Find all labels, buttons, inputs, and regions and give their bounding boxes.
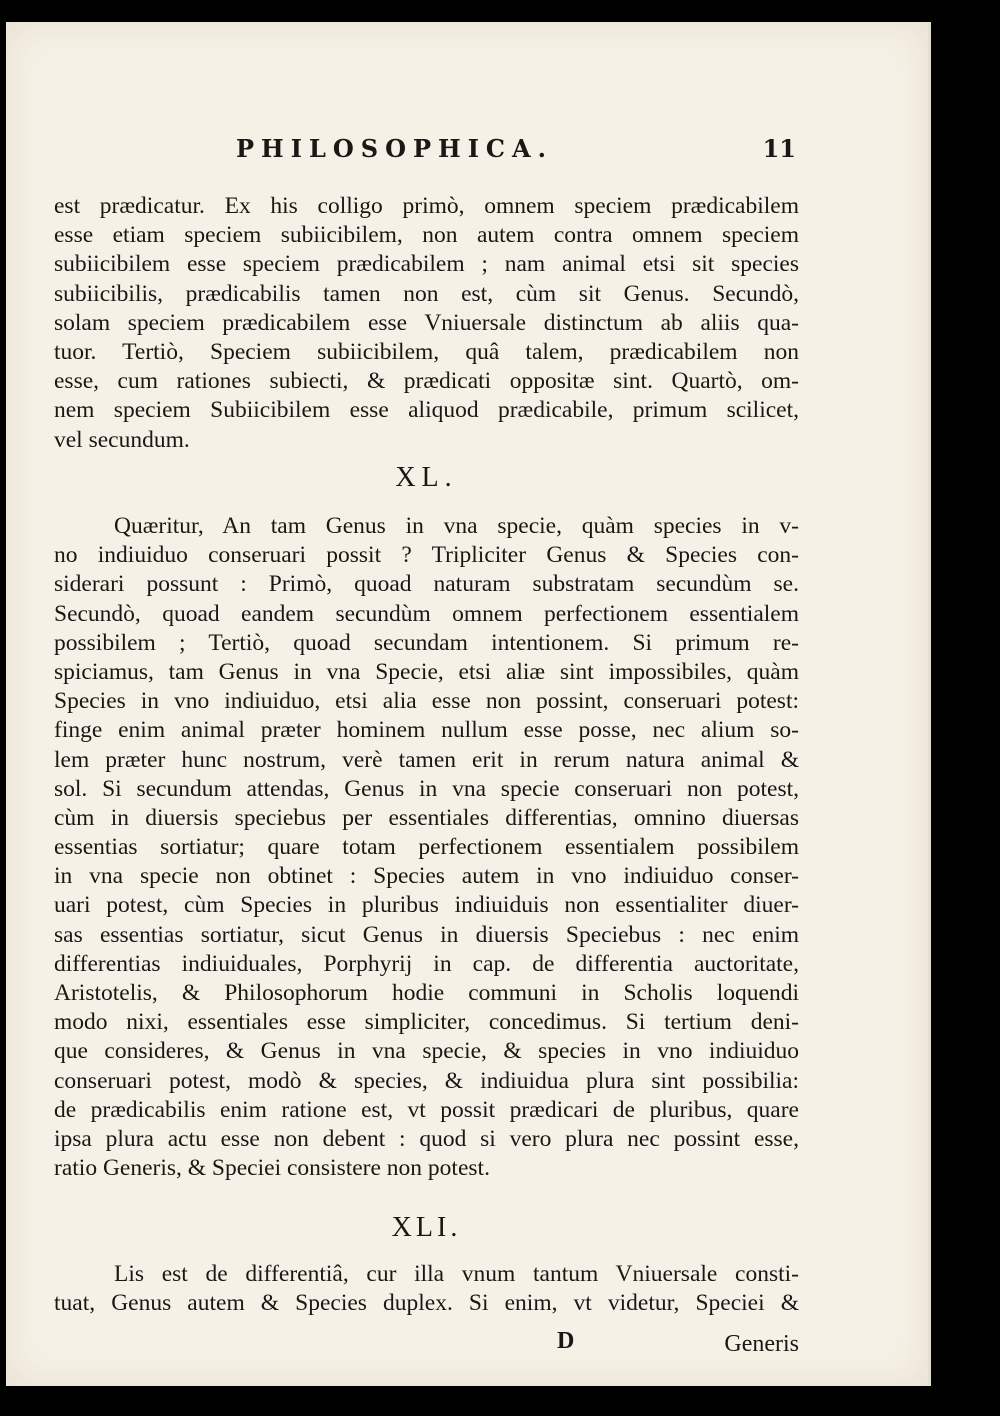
- running-title: PHILOSOPHICA.: [236, 134, 553, 163]
- paragraph-continuation: [54, 192, 799, 455]
- paragraph-xli: [54, 1260, 799, 1318]
- text-line: de prædicabilis enim ratione est, vt possit prædicari de pluribus, quare: [54, 1096, 799, 1123]
- page-header: [236, 134, 796, 174]
- text-line: spiciamus, tam Genus in vna Specie, etsi aliæ sint impossibiles, quàm: [54, 658, 799, 685]
- text-line: tuat, Genus autem & Species duplex. Si enim, vt videtur, Speciei &: [54, 1290, 799, 1317]
- text-line: cùm in diuersis speciebus per essentiales differentias, omnino diuersas: [54, 804, 799, 831]
- text-line: nem speciem Subiicibilem esse aliquod prædicabile, primum scilicet,: [54, 397, 799, 424]
- signature-mark: D: [557, 1328, 575, 1354]
- text-line: est prædicatur. Ex his colligo primò, omnem speciem prædicabilem: [54, 193, 799, 219]
- section-heading-xli: XLI.: [391, 1212, 462, 1243]
- text-line: in vna specie non obtinet : Species autem in vno indiuiduo conser-: [54, 863, 799, 890]
- text-line: esse etiam speciem subiicibilem, non autem contra omnem speciem: [54, 222, 799, 249]
- text-line: ratio Generis, & Speciei consistere non potest.: [54, 1155, 490, 1182]
- text-line: solam speciem prædicabilem esse Vniuersale distinctum ab aliis qua-: [54, 309, 799, 336]
- text-line: conseruari potest, modò & species, & indiuidua plura sint possibilia:: [54, 1067, 799, 1094]
- book-page: [6, 22, 931, 1386]
- text-line: essentias sortiatur; quare totam perfectionem essentialem possibilem: [54, 834, 799, 861]
- catchword: Generis: [724, 1331, 799, 1357]
- text-line: ipsa plura actu esse non debent : quod si vero plura nec possint esse,: [54, 1125, 799, 1152]
- text-line: modo nixi, essentiales esse simpliciter, concedimus. Si tertium deni-: [54, 1009, 799, 1036]
- text-line: Secundò, quoad eandem secundùm omnem perfectionem essentialem: [54, 600, 799, 627]
- text-line: sol. Si secundum attendas, Genus in vna specie conseruari non potest,: [54, 775, 799, 802]
- section-heading-xl: XL.: [395, 462, 458, 493]
- text-line: possibilem ; Tertiò, quoad secundam intentionem. Si primum re-: [54, 629, 799, 656]
- text-line: subiicibilem esse speciem prædicabilem ; nam animal etsi sit species: [54, 251, 799, 278]
- text-line: tuor. Tertiò, Speciem subiicibilem, quâ talem, prædicabilem non: [54, 338, 799, 365]
- text-line: que consideres, & Genus in vna specie, & species in vno indiuiduo: [54, 1038, 799, 1065]
- text-line: Aristotelis, & Philosophorum hodie communi in Scholis loquendi: [54, 980, 799, 1006]
- text-line: Species in vno indiuiduo, etsi alia esse non possint, conseruari potest:: [54, 688, 799, 715]
- page-number: 11: [762, 134, 796, 163]
- text-line: siderari possunt : Primò, quoad naturam substratam secundùm se.: [54, 571, 799, 598]
- text-line: lem præter hunc nostrum, verè tamen erit in rerum natura animal &: [54, 746, 799, 773]
- text-line: Quæritur, An tam Genus in vna specie, quàm species in v-: [114, 513, 799, 539]
- text-line: subiicibilis, prædicabilis tamen non est, cùm sit Genus. Secundò,: [54, 280, 799, 307]
- page-footer: [54, 1328, 799, 1358]
- text-line: no indiuiduo conseruari possit ? Tripliciter Genus & Species con-: [54, 542, 799, 569]
- paragraph-xl: [54, 512, 799, 1183]
- text-line: sas essentias sortiatur, sicut Genus in diuersis Speciebus : nec enim: [54, 921, 799, 948]
- text-line: differentias indiuiduales, Porphyrij in cap. de differentia auctoritate,: [54, 950, 799, 977]
- text-line: Lis est de differentiâ, cur illa vnum tantum Vniuersale consti-: [114, 1261, 799, 1287]
- text-line: finge enim animal præter hominem nullum esse posse, nec alium so-: [54, 717, 799, 744]
- text-line: uari potest, cùm Species in pluribus indiuiduis non essentialiter diuer-: [54, 892, 799, 919]
- text-line: vel secundum.: [54, 426, 190, 453]
- text-line: esse, cum rationes subiecti, & prædicati oppositæ sint. Quartò, om-: [54, 368, 799, 395]
